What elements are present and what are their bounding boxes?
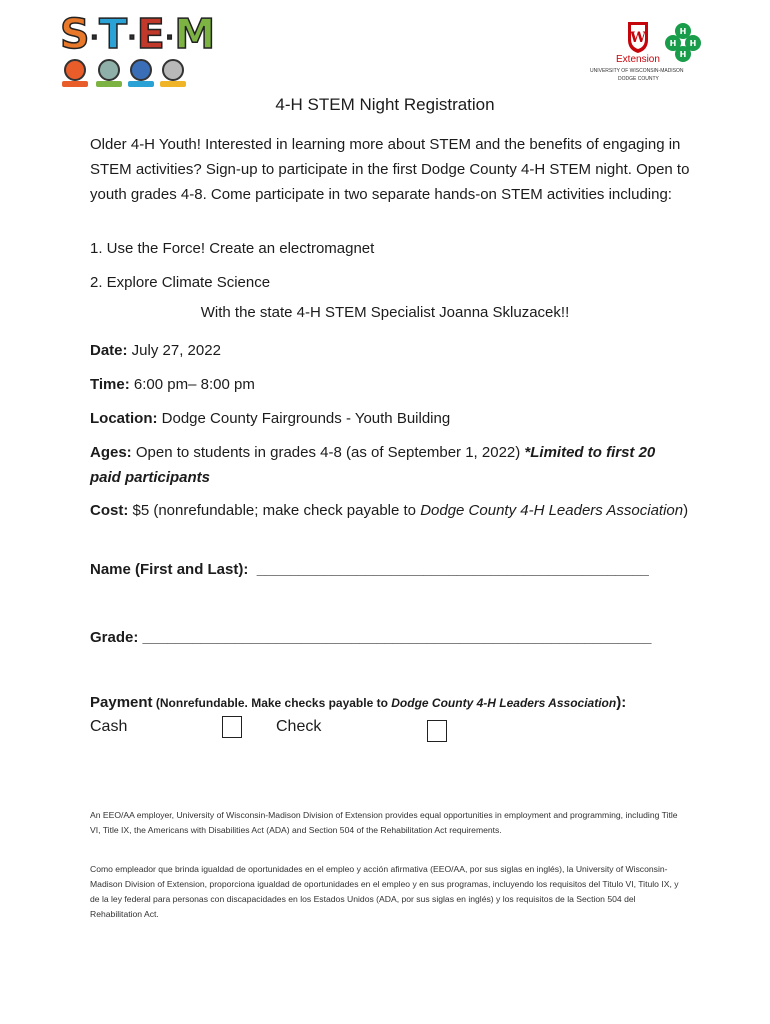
cost-association: Dodge County 4-H Leaders Association [420, 502, 684, 519]
intro-paragraph: Older 4-H Youth! Interested in learning more about STEM and the benefits of engaging in STEM activities? Sign-up to participate in the first Dodge County 4-H STEM night. Open to youth grades 4-8. Come participate in two separate hands-on STEM activities including: [90, 136, 690, 203]
ages-label: Ages: [90, 444, 132, 461]
activity-item-2: 2. Explore Climate Science [90, 274, 271, 291]
ages-row [90, 440, 690, 490]
cost-value: $5 (nonrefundable; make check payable to [128, 502, 421, 519]
payment-heading: Payment (Nonrefundable. Make checks payable to Dodge County 4-H Leaders Association): [90, 694, 627, 711]
math-calculator-icon [162, 59, 184, 81]
svg-text:H: H [689, 39, 697, 48]
time-row [90, 372, 690, 397]
grade-blank-line[interactable]: _____________________________________________________________ [142, 629, 652, 646]
cost-label: Cost: [90, 502, 129, 519]
ages-value: Open to students in grades 4-8 (as of September 1, 2022) [131, 444, 525, 461]
stem-letter-e: E [136, 10, 166, 58]
cost-row: Cost: $5 (nonrefundable; make check payable to Dodge County 4-H Leaders Association) [90, 502, 689, 519]
engineering-gear-icon [130, 59, 152, 81]
svg-text:H: H [679, 50, 687, 59]
name-blank-line[interactable]: _______________________________________________ [256, 561, 649, 578]
technology-globe-icon [98, 59, 120, 81]
page-title: 4-H STEM Night Registration [275, 95, 495, 114]
grade-field[interactable] [90, 625, 690, 650]
cash-label: Cash [90, 718, 128, 735]
eeo-statement-spanish: Como empleador que brinda igualdad de oportunidades en el empleo y acción afirmativa (EEO/AA, por sus siglas en inglés), la University of Wisconsin-Madison Division of Extension, proporciona igualdad de oportunidades en el empleo y en sus programas, incluyendo los requisitos del Titulo VI, Titulo IX, y de la ley federal para personas con discapacidades en los Estados Unidos (ADA, por sus siglas en inglés) y los requisitos de la Section 504 del Rehabilitation Act. [90, 864, 679, 919]
location-row [90, 406, 690, 431]
grade-label: Grade: [90, 629, 139, 646]
svg-text:H: H [669, 39, 677, 48]
specialist-line: With the state 4-H STEM Specialist Joanna Skluzacek!! [200, 304, 570, 321]
extension-county: DODGE COUNTY [618, 76, 659, 82]
location-label: Location: [90, 410, 158, 427]
location-value: Dodge County Fairgrounds - Youth Building [157, 410, 451, 427]
date-label: Date: [90, 342, 128, 359]
eeo-statement-english: An EEO/AA employer, University of Wisconsin-Madison Division of Extension provides equal opportunities in employment and programming, including Title VI, Title IX, the Americans with Disabilities Act (ADA) and Section 504 of the Rehabilitation Act requirements. [90, 810, 678, 835]
uw-crest-icon [626, 20, 650, 54]
payment-label: Payment [90, 694, 153, 711]
4h-clover-icon [664, 22, 702, 66]
svg-text:H: H [679, 27, 687, 36]
ages-limit-note: *Limited to first 20 paid participants [90, 444, 656, 486]
stem-icons [64, 59, 188, 89]
date-row [90, 338, 690, 363]
stem-letter-t: T [99, 10, 129, 58]
extension-name: Extension [616, 54, 660, 65]
check-label: Check [276, 718, 322, 735]
time-value: 6:00 pm– 8:00 pm [129, 376, 255, 393]
check-checkbox[interactable] [427, 720, 447, 742]
science-flask-icon [64, 59, 86, 81]
payment-note: (Nonrefundable. Make checks payable to [152, 696, 392, 710]
stem-logo-word: S·T·E·M [60, 10, 217, 58]
date-value: July 27, 2022 [127, 342, 221, 359]
stem-letter-s: S [60, 10, 91, 58]
name-label: Name (First and Last): [90, 561, 249, 578]
activity-item-1: 1. Use the Force! Create an electromagnet [90, 240, 375, 257]
cash-checkbox[interactable] [222, 716, 242, 738]
payment-association: Dodge County 4-H Leaders Association [391, 696, 617, 710]
time-label: Time: [90, 376, 130, 393]
extension-logo [590, 20, 684, 86]
name-field[interactable] [90, 557, 690, 582]
stem-logo [60, 10, 217, 90]
svg-text:W: W [630, 30, 646, 46]
extension-university: UNIVERSITY OF WISCONSIN-MADISON [590, 68, 684, 74]
stem-letter-m: M [174, 10, 217, 58]
